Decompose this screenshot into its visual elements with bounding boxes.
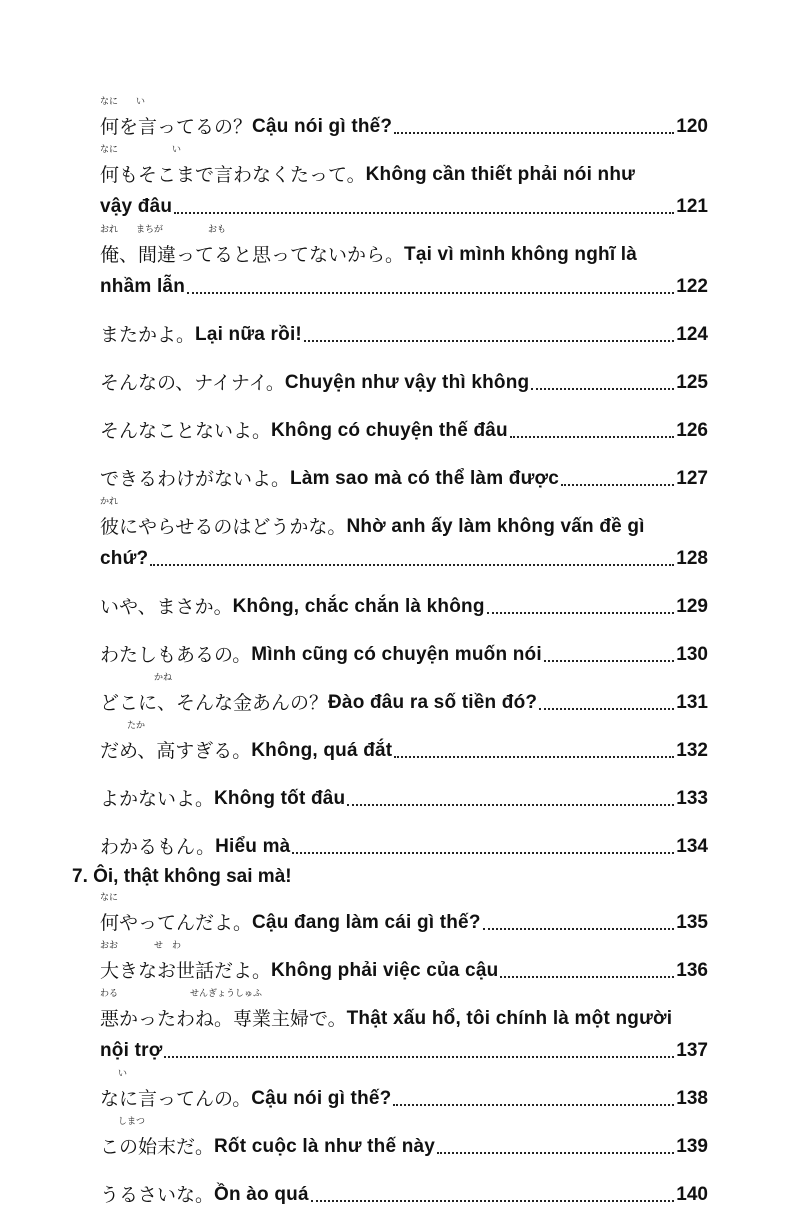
dot-leader bbox=[544, 660, 674, 662]
page-number: 121 bbox=[676, 196, 708, 217]
japanese-phrase: どこに、そんな金あんの？ bbox=[100, 692, 329, 714]
japanese-phrase: 何もそこまで言わなくたって。 bbox=[100, 164, 366, 186]
page-number: 126 bbox=[676, 420, 708, 441]
dot-leader bbox=[487, 612, 675, 614]
page-number: 138 bbox=[676, 1088, 708, 1109]
toc-entry bbox=[100, 576, 708, 620]
furigana bbox=[100, 448, 708, 460]
dot-leader bbox=[393, 1104, 674, 1106]
page-number: 120 bbox=[676, 116, 708, 137]
toc-entry bbox=[100, 1164, 708, 1208]
page-number: 130 bbox=[676, 644, 708, 665]
toc-line bbox=[100, 1000, 708, 1032]
furigana: かね bbox=[100, 673, 173, 683]
vietnamese-translation: Lại nữa rồi! bbox=[195, 324, 302, 345]
toc-line bbox=[100, 1128, 708, 1160]
furigana bbox=[100, 304, 708, 316]
dot-leader bbox=[187, 292, 674, 294]
furigana bbox=[100, 624, 708, 636]
toc-entry bbox=[100, 400, 708, 444]
japanese-phrase: 俺、間違ってると思ってないから。 bbox=[100, 244, 405, 266]
page-number: 135 bbox=[676, 912, 708, 933]
vietnamese-translation: Cậu nói gì thế? bbox=[252, 116, 393, 137]
toc-entry bbox=[100, 624, 708, 668]
toc-entry bbox=[100, 224, 708, 300]
dot-leader bbox=[347, 804, 674, 806]
vietnamese-translation: Không, quá đắt bbox=[251, 740, 393, 761]
page-number: 136 bbox=[676, 960, 708, 981]
vietnamese-translation: chứ? bbox=[100, 548, 149, 569]
furigana: い bbox=[100, 1069, 128, 1079]
dot-leader bbox=[510, 436, 674, 438]
toc-entry bbox=[100, 144, 708, 220]
toc-entry bbox=[100, 448, 708, 492]
furigana: おお せ わ bbox=[100, 941, 182, 951]
vietnamese-translation: Không, chắc chắn là không bbox=[232, 596, 485, 617]
page-number: 131 bbox=[676, 692, 708, 713]
japanese-phrase: わかるもん。 bbox=[100, 836, 216, 858]
vietnamese-translation: Đào đâu ra số tiền đó? bbox=[328, 692, 538, 713]
toc-entry bbox=[100, 988, 708, 1064]
toc-entry bbox=[100, 304, 708, 348]
toc-entry bbox=[100, 940, 708, 984]
toc-line bbox=[100, 364, 708, 396]
toc-line bbox=[100, 268, 708, 300]
furigana bbox=[100, 352, 708, 364]
furigana: おれ まちが おも bbox=[100, 225, 227, 235]
dot-leader bbox=[561, 484, 674, 486]
vietnamese-translation: Không cần thiết phải nói như bbox=[365, 164, 636, 185]
toc-line bbox=[100, 684, 708, 716]
vietnamese-translation: Cậu đang làm cái gì thế? bbox=[252, 912, 481, 933]
vietnamese-translation: Chuyện như vậy thì không bbox=[284, 372, 530, 393]
japanese-phrase: いや、まさか。 bbox=[100, 596, 233, 618]
page-number: 124 bbox=[676, 324, 708, 345]
toc-line bbox=[100, 316, 708, 348]
vietnamese-translation: vậy đâu bbox=[100, 196, 173, 217]
japanese-phrase: 大きなお世話だよ。 bbox=[100, 960, 272, 982]
toc-line bbox=[100, 828, 708, 860]
furigana bbox=[100, 576, 708, 588]
toc-line bbox=[100, 1032, 708, 1064]
vietnamese-translation: nội trợ bbox=[100, 1040, 163, 1061]
toc-line bbox=[100, 732, 708, 764]
vietnamese-translation: Cậu nói gì thế? bbox=[251, 1088, 392, 1109]
toc-line bbox=[100, 636, 708, 668]
furigana bbox=[100, 816, 708, 828]
page-number: 125 bbox=[676, 372, 708, 393]
dot-leader bbox=[500, 976, 674, 978]
furigana: かれ bbox=[100, 497, 119, 507]
dot-leader bbox=[311, 1200, 675, 1202]
dot-leader bbox=[304, 340, 674, 342]
entry-list bbox=[100, 892, 708, 1208]
furigana bbox=[100, 1164, 708, 1176]
page-number: 137 bbox=[676, 1040, 708, 1061]
toc-line bbox=[100, 1080, 708, 1112]
page-number: 122 bbox=[676, 276, 708, 297]
toc-entry bbox=[100, 1068, 708, 1112]
toc-entry bbox=[100, 352, 708, 396]
vietnamese-translation: Không có chuyện thế đâu bbox=[271, 420, 508, 441]
furigana: なに い bbox=[100, 97, 146, 107]
page-number: 134 bbox=[676, 836, 708, 857]
toc-line bbox=[100, 1176, 708, 1208]
japanese-phrase: そんなの、ナイナイ。 bbox=[100, 372, 285, 394]
vietnamese-translation: Mình cũng có chuyện muốn nói bbox=[251, 644, 542, 665]
furigana: なに い bbox=[100, 145, 182, 155]
page-number: 129 bbox=[676, 596, 708, 617]
furigana: しまつ bbox=[100, 1117, 146, 1127]
page-number: 139 bbox=[676, 1136, 708, 1157]
page-number: 140 bbox=[676, 1184, 708, 1205]
toc-line bbox=[100, 904, 708, 936]
toc-line bbox=[100, 156, 708, 188]
japanese-phrase: 何を言ってるの？ bbox=[100, 116, 253, 138]
japanese-phrase: できるわけがないよ。 bbox=[100, 468, 291, 490]
toc-line bbox=[100, 108, 708, 140]
vietnamese-translation: Làm sao mà có thể làm được bbox=[290, 468, 560, 489]
vietnamese-translation: Không phải việc của cậu bbox=[271, 960, 499, 981]
vietnamese-translation: Tại vì mình không nghĩ là bbox=[404, 244, 638, 265]
toc-line bbox=[100, 952, 708, 984]
japanese-phrase: 彼にやらせるのはどうかな。 bbox=[100, 516, 347, 538]
toc-line bbox=[100, 508, 708, 540]
toc-line bbox=[100, 460, 708, 492]
furigana: なに bbox=[100, 893, 119, 903]
japanese-phrase: またかよ。 bbox=[100, 324, 196, 346]
toc-line bbox=[100, 588, 708, 620]
toc-line bbox=[100, 236, 708, 268]
toc-entry bbox=[100, 672, 708, 716]
toc-line bbox=[100, 780, 708, 812]
japanese-phrase: 何やってんだよ。 bbox=[100, 912, 253, 934]
toc-entry bbox=[100, 96, 708, 140]
page-number: 132 bbox=[676, 740, 708, 761]
page-number: 127 bbox=[676, 468, 708, 489]
dot-leader bbox=[164, 1056, 674, 1058]
toc-entry bbox=[100, 816, 708, 860]
japanese-phrase: そんなことないよ。 bbox=[100, 420, 272, 442]
vietnamese-translation: Không tốt đâu bbox=[214, 788, 346, 809]
entry-list bbox=[100, 96, 708, 860]
dot-leader bbox=[150, 564, 674, 566]
dot-leader bbox=[531, 388, 674, 390]
toc-entry bbox=[100, 892, 708, 936]
dot-leader bbox=[483, 928, 675, 930]
table-of-contents bbox=[72, 96, 708, 1212]
furigana: たか bbox=[100, 721, 146, 731]
toc-entry bbox=[100, 720, 708, 764]
japanese-phrase: わたしもあるの。 bbox=[100, 644, 252, 666]
dot-leader bbox=[292, 852, 674, 854]
toc-line bbox=[100, 540, 708, 572]
page-number: 133 bbox=[676, 788, 708, 809]
toc-entry bbox=[100, 496, 708, 572]
japanese-phrase: 悪かったわね。専業主婦で。 bbox=[100, 1008, 347, 1030]
vietnamese-translation: Hiểu mà bbox=[215, 836, 291, 857]
japanese-phrase: この始末だ。 bbox=[100, 1136, 215, 1158]
vietnamese-translation: Nhờ anh ấy làm không vấn đề gì bbox=[346, 516, 645, 537]
vietnamese-translation: nhầm lẫn bbox=[100, 276, 186, 297]
japanese-phrase: だめ、高すぎる。 bbox=[100, 740, 252, 762]
toc-entry bbox=[100, 768, 708, 812]
toc-entry bbox=[100, 1116, 708, 1160]
japanese-phrase: うるさいな。 bbox=[100, 1184, 215, 1206]
furigana: わる せんぎょうしゅふ bbox=[100, 989, 263, 999]
japanese-phrase: なに言ってんの。 bbox=[100, 1088, 252, 1110]
japanese-phrase: よかないよ。 bbox=[100, 788, 215, 810]
vietnamese-translation: Thật xấu hổ, tôi chính là một người bbox=[346, 1008, 673, 1029]
toc-line bbox=[100, 412, 708, 444]
dot-leader bbox=[539, 708, 674, 710]
dot-leader bbox=[437, 1152, 674, 1154]
furigana bbox=[100, 400, 708, 412]
section-heading: 7. Ôi, thật không sai mà! bbox=[72, 866, 292, 887]
dot-leader bbox=[174, 212, 674, 214]
vietnamese-translation: Ồn ào quá bbox=[214, 1184, 309, 1205]
vietnamese-translation: Rốt cuộc là như thế này bbox=[214, 1136, 436, 1157]
toc-line bbox=[100, 188, 708, 220]
dot-leader bbox=[394, 132, 674, 134]
dot-leader bbox=[394, 756, 674, 758]
furigana bbox=[100, 768, 708, 780]
page-number: 128 bbox=[676, 548, 708, 569]
